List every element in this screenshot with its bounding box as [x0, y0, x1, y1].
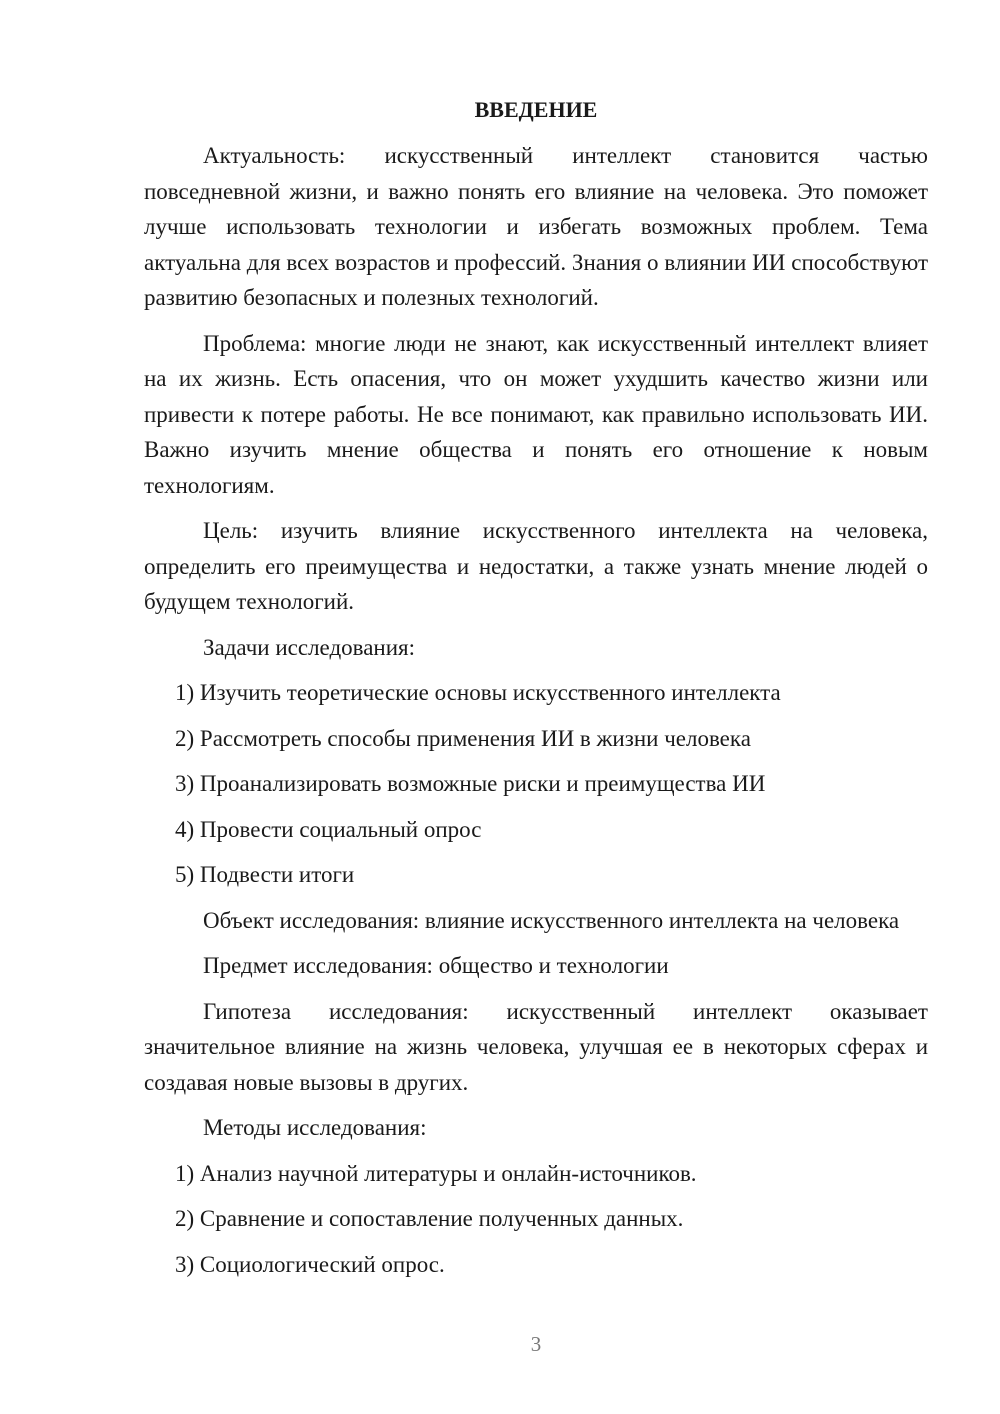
methods-list — [144, 1156, 928, 1283]
list-item: 4) Провести социальный опрос — [175, 816, 482, 842]
list-item: 5) Подвести итоги — [175, 862, 355, 887]
list-item: 3) Социологический опрос. — [175, 1251, 445, 1277]
tasks-list — [144, 675, 928, 893]
page-number: 3 — [530, 1332, 542, 1356]
list-item: 2) Рассмотреть способы применения ИИ в жизни человека — [175, 725, 751, 751]
list-item: 3) Проанализировать возможные риски и преимущества ИИ — [175, 771, 766, 796]
list-item: 1) Изучить теоретические основы искусственного интеллекта — [175, 680, 781, 705]
goal-paragraph: Цель: изучить влияние искусственного интеллекта на человека, определить его преимущества и недостатки, а также узнать мнение людей о будущем технологий. — [144, 518, 928, 614]
relevance-paragraph: Актуальность: искусственный интеллект становится частью повседневной жизни, и важно понять его влияние на человека. Это поможет лучше использовать технологии и избегать возможных проблем. Тема актуальна для всех возрастов и профессий. Знания о влиянии ИИ способствуют развитию безопасных и полезных технологий. — [144, 143, 928, 310]
hypothesis-paragraph: Гипотеза исследования: искусственный интеллект оказывает значительное влияние на жизнь человека, улучшая ее в некоторых сферах и создавая новые вызовы в других. — [144, 998, 928, 1095]
page-title: ВВЕДЕНИЕ — [474, 97, 598, 122]
object-paragraph: Объект исследования: влияние искусственного интеллекта на человека — [203, 907, 900, 933]
subject-line: Предмет исследования: общество и технологии — [203, 953, 669, 978]
problem-paragraph: Проблема: многие люди не знают, как искусственный интеллект влияет на их жизнь. Есть опасения, что он может ухудшить качество жизни или привести к потере работы. Не все понимают, как правильно использовать ИИ. Важно изучить мнение общества и понять его отношение к новым технологиям. — [144, 330, 928, 498]
list-item: 2) Сравнение и сопоставление полученных данных. — [175, 1206, 684, 1231]
methods-heading: Методы исследования: — [203, 1115, 427, 1140]
tasks-heading: Задачи исследования: — [203, 634, 416, 660]
page-content — [144, 95, 928, 1292]
list-item: 1) Анализ научной литературы и онлайн-источников. — [175, 1160, 697, 1186]
